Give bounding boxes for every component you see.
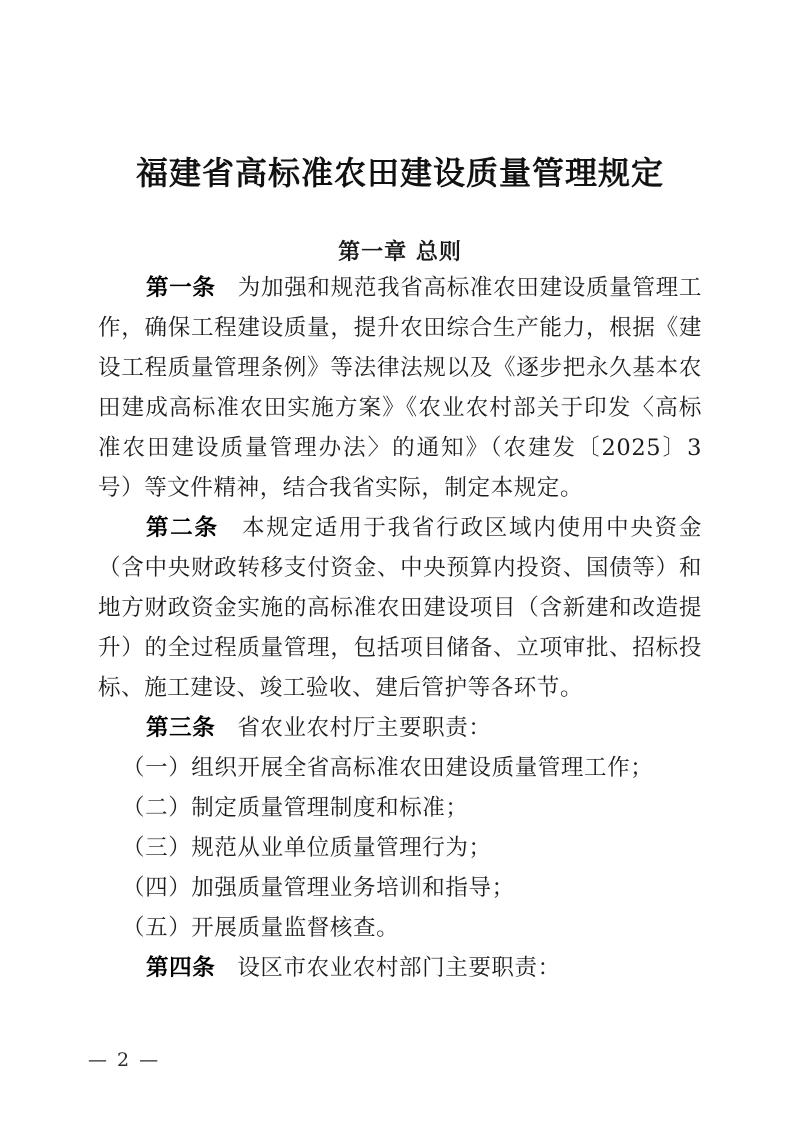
chapter-heading: 第一章 总则 (338, 240, 462, 266)
article-label: 第三条 (146, 715, 216, 741)
article-text: 设区市农业农村部门主要职责： (237, 955, 561, 981)
body-column (98, 268, 702, 988)
article-paragraph-2 (98, 508, 702, 708)
list-item: （五）开展质量监督核查。 (122, 915, 400, 941)
article-label: 第四条 (146, 955, 216, 981)
article-paragraph-4 (98, 948, 702, 988)
article-paragraph-3 (98, 708, 702, 748)
list-item: （一）组织开展全省高标准农田建设质量管理工作； (122, 755, 654, 781)
article-text: 省农业农村厅主要职责： (237, 715, 492, 741)
article-label: 第二条 (146, 515, 219, 541)
page-title: 福建省高标准农田建设质量管理规定 (135, 154, 664, 193)
page-number-footer: — 2 — (88, 1049, 161, 1071)
article-paragraph-1 (98, 268, 702, 508)
article-label: 第一条 (146, 275, 216, 301)
list-item: （二）制定质量管理制度和标准； (122, 795, 469, 821)
list-item: （三）规范从业单位质量管理行为； (122, 835, 492, 861)
list-item: （四）加强质量管理业务培训和指导； (122, 875, 515, 901)
article-text: 本规定适用于我省行政区域内使用中央资金（含中央财政转移支付资金、中央预算内投资、国债等）和地方财政资金实施的高标准农田建设项目（含新建和改造提升）的全过程质量管理，包括项目储备、立项审批、招标投标、施工建设、竣工验收、建后管护等各环节。 (98, 515, 702, 701)
article-text: 为加强和规范我省高标准农田建设质量管理工作，确保工程建设质量，提升农田综合生产能力，根据《建设工程质量管理条例》等法律法规以及《逐步把永久基本农田建成高标准农田实施方案》《农业农村部关于印发〈高标准农田建设质量管理办法〉的通知》（农建发〔2025〕3号）等文件精神，结合我省实际，制定本规定。 (98, 275, 702, 501)
